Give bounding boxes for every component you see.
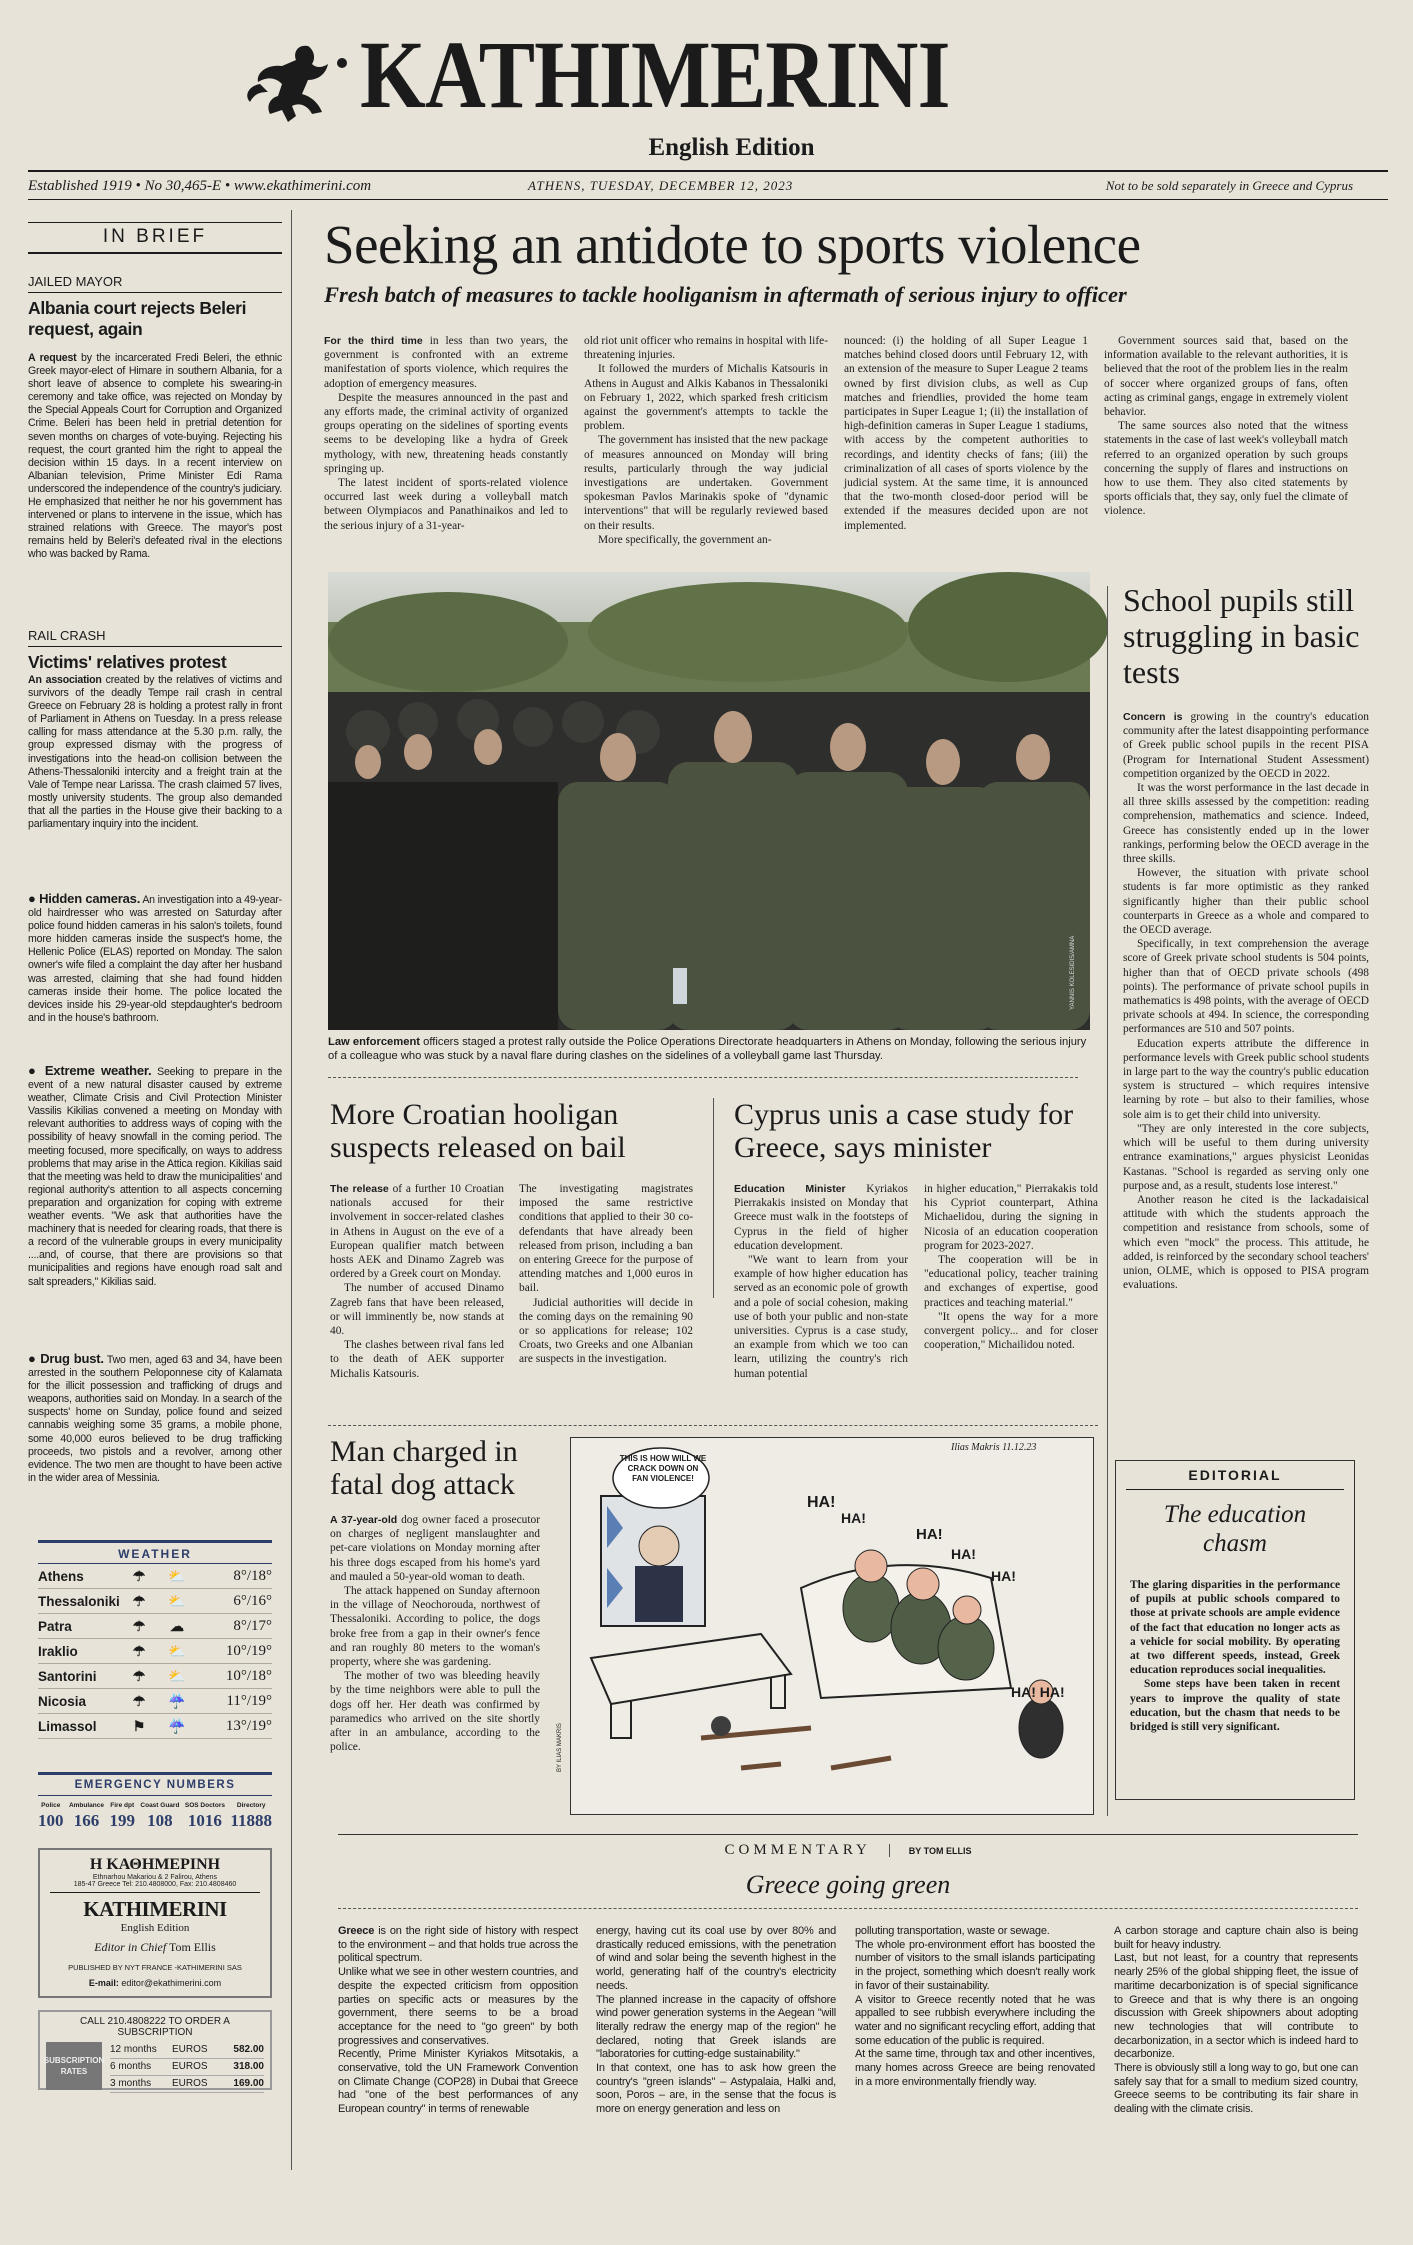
cartoon-bubble: THIS IS HOW WILL WE CRACK DOWN ON FAN VIOLENCE! [619,1454,707,1483]
weather-temp: 8°/17° [233,1617,272,1634]
editor-name: Tom Ellis [168,1940,216,1954]
weather-temp: 6°/16° [233,1592,272,1609]
emergency-number: Directory 11888 [230,1802,272,1830]
editor-label: Editor in Chief [94,1940,167,1954]
emergency-number: Fire dpt 199 [109,1802,135,1830]
commentary-col-4: A carbon storage and capture chain also is being built for heavy industry. Last, but not least, for a country that represents nearly 25% of the global shipping fleet, the issue of maritime decarbonization is of special significance to Greece and that is why there is an ongoing discussion with Greek shipowners about adopting new technologies that will contribute to decarbonization, in a sector which is indeed hard to decarbonize. There is obviously still a long way to go, but one can safely say that for a small to medium sized country, Greece seems to be contributing its fair share in dealing with the climate crisis. [1114,1925,1358,2116]
editorial-body: The glaring disparities in the performance of pupils at public schools compared to those at private schools are ample evidence of the fact that education no longer acts as a vehicle for social mobility. By operating at two different speeds, instead, Greek education reproduces social inequalities. Some steps have been taken in recent years to improve the quality of state education, but the chasm that needs to be bridged is still very significant. [1130,1579,1340,1734]
lead-col-4: Government sources said that, based on the information available to the relevant authorities, it is believed that the root of the problem lies in the realm of soccer where organized groups of fans, often acting as criminal gangs, engage in extremely violent behavior. The same sources also noted that the witness statements in the case of last week's volleyball match referred to an organized operation by such groups concerning the supply of flares and instructions on how to use them. They also cited statements by sports officials that, they say, only fuel the climate of violence. [1104,335,1348,518]
in-brief-header: IN BRIEF [102,226,208,247]
cyprus-headline: Cyprus unis a case study for Greece, says minister [734,1098,1074,1164]
imprint-edition: English Edition [120,1922,190,1934]
subscription-row: 12 months EUROS 582.00 [110,2042,264,2059]
cartoon-signature: Ilias Makris 11.12.23 [951,1442,1037,1453]
weather-city: Limassol [38,1718,97,1734]
weather-row [38,1639,272,1664]
rain-icon: ☂ [132,1692,146,1709]
weather-temp: 11°/19° [226,1692,272,1709]
photo-caption: Law enforcement officers staged a protest rally outside the Police Operations Directorate headquarters in Athens on Monday, following the serious injury of a colleague who was stuck by a naval flare during clashes on the sidelines of a volleyball game last Thursday. [328,1036,1087,1062]
weather-temp: 10°/18° [225,1667,272,1684]
masthead-edition: English Edition [648,134,815,161]
editorial-header: EDITORIAL [1188,1467,1282,1483]
emergency-number: Police 100 [38,1802,64,1830]
cartoon-ha: HA! [951,1546,976,1562]
weather-row [38,1689,272,1714]
weather-row [38,1589,272,1614]
imprint-greek-title: Η ΚΑΘΗΜΕΡΙΝΗ [89,1856,221,1873]
rain-icon: ☂ [132,1642,146,1659]
rain-icon: ☂ [132,1667,146,1684]
dog-headline: Man charged in fatal dog attack [330,1435,518,1501]
cartoon-ha: HA! [916,1526,943,1543]
subscription-row: 3 months EUROS 169.00 [110,2076,264,2093]
dateline: ATHENS, TUESDAY, DECEMBER 12, 2023 [528,178,794,193]
cloud-icon: ⛅ [168,1642,186,1659]
emergency-number: SOS Doctors 1016 [184,1802,225,1830]
brief-bullet: ● Extreme weather. Seeking to prepare in the event of a new natural disaster caused by extreme weather, Climate Crisis and Civil Protection Minister Vassilis Kikilias convened a meeting on Monday with relevant authorities to address ways of coping with the possibility of heavy snowfall in the coming period. The meeting focused, more specifically, on ways to address problems that may arise in the Attica region. Kikilias said that the meeting was held to draw the municipalities' and regional authority's attention to all aspects concerning preparation and organization for coping with extreme weather events. "We ask that authorities have the machinery that is needed for clearing roads, that there is a record of the vulnerable groups in every municipality ....and, of course, that there are provisions so that municipalities and regions have enough road salt and salt spreaders," Kikilias said. [28,1063,282,1288]
commentary-col-3: polluting transportation, waste or sewage. The whole pro-environment effort has boosted the number of visitors to the small islands participating in the project, something which doesn't really work in favor of their sustainability. A visitor to Greece recently noted that he was appalled to see rubbish everywhere including the water and no significant recycling effort, adding that some education of the public is required. At the same time, through tax and other incentives, many homes across Greece are being renovated in a more environmentally friendly way. [855,1925,1095,2088]
brief-text: An association created by the relatives of victims and survivors of the deadly Tempe rail crash in central Greece on February 28 is holding a protest rally in front of Parliament in Athens on Tuesday. In a press release calling for mass attendance at the 5.30 p.m. rally, the group expressed dismay with the progress of investigations into the head-on collision between the Athens-Thessaloniki intercity and a freight train at the Vale of Tempe near Larissa. The crash claimed 57 lives, mostly university students. The group also demanded that all the parties in the House give their backing to a parliamentary inquiry into the incident. [28,674,282,831]
commentary-col-2: energy, having cut its coal use by over 80% and drastically reduced emissions, with the penetration of wind and solar being the seventh highest in the world, generating half of the country's electricity needs. The planned increase in the capacity of offshore wind power generation systems in the Aegean "will literally redraw the energy map of the region" he declared, noting that Greek islands are "laboratories for cutting-edge sustainability." In that context, one has to ask how green the country's "green islands" – Astypalaia, Halki and, soon, Poros – are, in the sense that the focus is more on energy generation and less on [596,1925,836,2116]
weather-city: Athens [38,1568,84,1584]
cyprus-col-2: in higher education," Pierrakakis told his Cypriot counterpart, Athina Michaelidou, during the signing in Nicosia of an education cooperation program for 2023-2027. The cooperation will be in "educational policy, teacher training and exchanges of expertise, good practices and teaching material." "It opens the way for a more convergent policy... and for closer cooperation," Michailidou noted. [924,1183,1098,1352]
rain-icon: ☂ [132,1592,146,1609]
cartoon-ha: HA! [807,1494,836,1511]
cloud-icon: ⛅ [168,1667,186,1684]
emergency-box [38,1772,272,1831]
lead-col-1: For the third time in less than two years, the government is confronted with an extreme manifestation of sports violence, which requires the adoption of emergency measures. Despite the measures announced in the past and any efforts made, the criminal activity of organized groups operating on the sidelines of sporting events seems to be developing like a hydra of Greek mythology, with new, threatening heads constantly springing up. The latest incident of sports-related violence occurred last week during a volleyball match between Olympiacos and Panathinaikos and led to the serious injury of a 31-year- [324,335,568,532]
publisher-line: PUBLISHED BY NYT FRANCE -KATHIMERINI SAS [68,1963,242,1972]
cloud-icon: ☔ [168,1717,186,1734]
rain-icon: ☂ [132,1567,146,1584]
lead-photo [328,572,1090,1030]
weather-temp: 13°/19° [225,1717,272,1734]
masthead-title: KATHIMERINI [360,21,950,128]
weather-row [38,1614,272,1639]
brief-kicker: RAIL CRASH [28,628,106,643]
imprint-title: KATHIMERINI [83,1897,227,1921]
subscription-label: SUBSCRIPTION RATES [46,2042,102,2090]
dot-icon [337,58,347,68]
subscription-box [38,2010,272,2090]
masthead [0,0,1413,205]
commentary-title: Greece going green [745,1870,951,1899]
rain-icon: ⚑ [132,1717,146,1734]
subscription-header: CALL 210.4808222 TO ORDER A SUBSCRIPTION [80,2016,230,2038]
emergency-number: Coast Guard 108 [140,1802,180,1830]
weather-row [38,1564,272,1589]
commentary-col-1: Greece is on the right side of history with respect to the environment – and that holds true across the political spectrum. Unlike what we see in other western countries, and despite the expected criticism from opposition parties on specific acts or measures by the government, there seems to be a broad acceptance for the need to "go green" by both progressives and conservatives. Recently, Prime Minister Kyriakos Mitsotakis, a conservative, told the UN Framework Convention on Climate Change (COP28) in Dubai that Greece had "one of the best performances of any European country" in terms of renewable [338,1925,578,2116]
cloud-icon: ⛅ [168,1567,186,1584]
cartoon-ha: HA! [991,1568,1016,1584]
brief-title: Albania court rejects Beleri request, again [28,298,247,339]
weather-city: Nicosia [38,1693,87,1709]
brief-kicker: JAILED MAYOR [28,274,123,289]
weather-row [38,1664,272,1689]
weather-city: Thessaloniki [38,1593,120,1609]
editorial-box [1115,1460,1355,1800]
lead-col-2: old riot unit officer who remains in hospital with life-threatening injuries. It followed the murders of Michalis Katsouris in Athens in August and Alkis Kabanos in Thessaloniki on February 1, 2022, which sparked fresh criticism against the government's attempts to tackle the problem. The government has insisted that the new package of measures announced on Monday will bring results, particularly through the way judicial investigations are undertaken. Government spokesman Pavlos Marinakis spoke of "dynamic interventions" that will be regularly reviewed based on their results. More specifically, the government an- [584,335,828,546]
croatian-col-2: The investigating magistrates imposed the same restrictive conditions that applied to their 30 co-defendants that have already been released from prison, including a ban on entering Greece for the purpose of attending matches and 1,000 euros in bail. Judicial authorities will decide in the coming days on the remaining 90 or so applications for release; 102 Croats, two Greeks and one Albanian are suspects in the investigation. [519,1183,693,1366]
editorial-title: The education chasm [1163,1501,1307,1557]
dog-body: A 37-year-old dog owner faced a prosecutor on charges of negligent manslaughter and pet-care violations on Monday morning after his three dogs escaped from his home's yard and mauled a 50-year-old woman to death. The attack happened on Sunday afternoon in the village of Neochorouda, northwest of Thessaloniki. According to police, the dogs broke free from a gap in their owner's fence and ran roughly 80 meters to the woman's property, where she was gardening. The mother of two was bleeding heavily by the time neighbors were able to pull the dogs off her. Her death was confirmed by paramedics who arrived on the site shortly after in an ambulance, according to the police. [330,1514,541,1754]
cartoon-ha: HA! HA! [1011,1684,1065,1700]
emergency-number: Ambulance 166 [68,1802,104,1830]
imprint-box: Η ΚΑΘΗΜΕΡΙΝΗ Ethnarhou Makariou & 2 Falirou, Athens 185-47 Greece Tel: 210.4808000, Fax: 210.4808460 KATHIMERINI English Edition Editor in Chief Tom Ellis PUBLISHED BY NYT FRANCE -KATHIMERINI SAS E-mail: editor@ekathimerini.com [38,1848,272,1998]
cyprus-col-1: Education Minister Kyriakos Pierrakakis insisted on Monday that Greece must walk in the footsteps of Cyprus in the field of higher education development. "We want to learn from your example of how higher education has served as an economic pole of growth and a pole of social cohesion, making use of both your public and non-state universities. Cyprus is a case study, an example from which we too can learn, utilizing the country's rich human potential [734,1183,908,1380]
weather-temp: 8°/18° [233,1567,272,1584]
weather-city: Patra [38,1618,72,1634]
brief-bullet: ● Drug bust. Two men, aged 63 and 34, have been arrested in the southern Peloponnese city of Kalamata for the illicit possession and trafficking of drugs and weapons, authorities said on Monday. In a search of the suspects' home on Sunday, police found and seized cannabis weighing some 35 grams, a mobile phone, some 40,000 euros believed to be drug trafficking proceeds, two pistols and a revolver, among other evidence. The two men are thought to have been active in the wider area of Messinia. [28,1351,282,1484]
weather-header: WEATHER [118,1547,192,1561]
established-line: Established 1919 • No 30,465-E • www.ekathimerini.com [28,178,372,194]
email-link[interactable]: editor@ekathimerini.com [121,1978,222,1988]
cartoon-credit: BY ILIAS MAKRIS [557,1723,563,1772]
griffin-logo-icon [238,36,348,136]
cloud-icon: ⛅ [168,1592,186,1609]
school-headline: School pupils still struggling in basic tests [1123,582,1360,690]
cartoon [557,1437,1094,1815]
croatian-headline: More Croatian hooligan suspects released on bail [330,1098,626,1164]
emergency-header: EMERGENCY NUMBERS [74,1779,236,1791]
commentary-header: COMMENTARY | BY TOM ELLIS [724,1842,972,1858]
cloud-icon: ☔ [168,1692,186,1709]
weather-city: Santorini [38,1668,97,1684]
subscription-row: 6 months EUROS 318.00 [110,2059,264,2076]
brief-title: Victims' relatives protest [28,652,227,672]
weather-box [38,1540,272,1739]
brief-bullet: ● Hidden cameras. An investigation into a 49-year-old hairdresser who was arrested on Saturday after police found hidden cameras in his salon's toilets, found more hidden cameras inside the suspect's home, the Hellenic Police (ELAS) reported on Monday. The salon owner's wife filed a complaint the day after her husband was arrested, claiming that she had found hidden cameras inside their home. The police located the devices inside his 29-year-old stepdaughter's bedroom and in the house's bathroom. [28,891,282,1024]
brief-text: A request by the incarcerated Fredi Beleri, the ethnic Greek mayor-elect of Himare in southern Albania, for a short leave of absence to complete his swearing-in ceremony and take office, was rejected on Monday by the Special Appeals Court for Corruption and Organized Crime. Beleri has been held in pretrial detention for seven months on charges of vote-buying. Rejecting his request, the court granted him the right to appeal the decision within 15 days. In a recent interview on Albanian television, Prime Minister Edi Rama underscored the independence of the country's judiciary. He emphasized that neither he nor his government has intervened or plans to intervene in the issue, which has strained relations with Greece. The mayor's post remains held by Beleri's defeated rival in the elections who was backed by Rama. [28,352,283,561]
weather-row [38,1714,272,1739]
croatian-col-1: The release of a further 10 Croatian nationals accused for their involvement in soccer-related clashes in Athens in August on the eve of a European qualifier match between hosts AEK and Dinamo Zagreb was ordered by a Greek court on Monday. The number of accused Dinamo Zagreb fans that have been released, or will imminently be, now stands at 40. The clashes between rival fans led to the death of AEK supporter Michalis Katsouris. [330,1183,504,1380]
lead-subhead: Fresh batch of measures to tackle hooliganism in aftermath of serious injury to officer [324,282,1127,307]
rain-icon: ☂ [132,1617,146,1634]
in-brief-column [28,210,283,2089]
cloud-icon: ☁ [170,1617,184,1634]
weather-temp: 10°/19° [225,1642,272,1659]
imprint-phones: 185-47 Greece Tel: 210.4808000, Fax: 210.4808460 [73,1881,237,1888]
distribution-notice: Not to be sold separately in Greece and Cyprus [1105,178,1353,193]
photo-credit: YANNIS KOLESIDIS/AMNA [1070,935,1076,1010]
school-body: Concern is growing in the country's education community after the latest disappointing performance of Greek public school pupils in the recent PISA (Program for International Student Assessment) competition organized by the OECD in 2022. It was the worst performance in the last decade in all three skills assessed by the competition: reading comprehension, mathematics and science. Indeed, Greece has consistently ended up in the lower rankings, performing below the OECD average in the three skills. However, the situation with private school students is far more optimistic as they ranked significantly higher than their public school counterparts in Greece as a whole and compared to the OECD average. Specifically, in text comprehension the average score of Greek private school students is 504 points, higher than that of OECD private schools (498 points). The performance of private school pupils in mathematics is 498 points, with the average of OECD private schools at 494. In science, the corresponding performances are 510 and 507 points. Education experts attribute the difference in performance levels with Greek public school students in large part to the way the country's public education system is structured – which requires intensive learning by rote – but also to their families, whose sole aim is to get their child into university. "They are only interested in the core subjects, which will be useful to them during university entrance examinations," argues physicist Leonidas Kastanas. "School is regarded as serving only one purpose and, as a result, students lose interest." Another reason he cited is the lackadaisical attitude with which the students approach the competition and resistance from schools, some of which even "mock" the process. This attitude, he added, is reinforced by the secondary school teachers' union, OLME, which is opposed to PISA program evaluations. [1123,711,1369,1292]
lead-headline: Seeking an antidote to sports violence [324,214,1141,275]
weather-city: Iraklio [38,1643,78,1659]
cartoon-ha: HA! [841,1510,866,1526]
lead-col-3: nounced: (i) the holding of all Super League 1 matches behind closed doors until February 12, with an extension of the measure to Super League 2 teams owned by first division clubs, as well as Cup matches and friendlies, provided the home team participates in Super League 1; (ii) the installation of high-definition cameras in Super League 1 stadiums, with access by the competent authorities to recordings, and identity checks of fans; (iii) the criminalization of all cases of sports violence by the judicial system. At the same time, it is announced that the two-month closed-door period will be extended if the measures decided upon are not implemented. [844,335,1088,532]
imprint-address: Ethnarhou Makariou & 2 Falirou, Athens [92,1874,218,1881]
